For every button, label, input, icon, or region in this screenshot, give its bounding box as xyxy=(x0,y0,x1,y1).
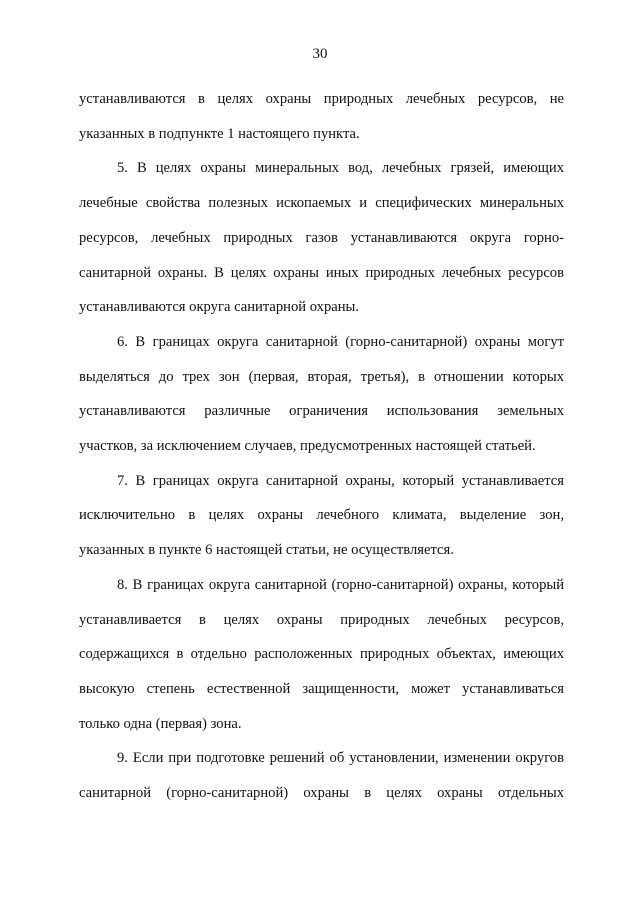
page-number: 30 xyxy=(312,46,328,62)
paragraph-5: 5. В целях охраны минеральных вод, лечебных грязей, имеющих лечебные свойства полезных ископаемых и специфических минеральных ресурсов, лечебных природных газов устанавливаются округа горно-санитарной охраны. В целях охраны иных природных лечебных ресурсов устанавливаются округа санитарной охраны. xyxy=(79,160,564,316)
paragraph-9: 9. Если при подготовке решений об установлении, изменении округов санитарной (горно-санитарной) охраны в целях охраны отдельных xyxy=(79,750,564,802)
paragraph-6: 6. В границах округа санитарной (горно-санитарной) охраны могут выделяться до трех зон (первая, вторая, третья), в отношении которых устанавливаются различные ограничения использования земельных участков, за исключением случаев, предусмотренных настоящей статьей. xyxy=(79,333,564,455)
paragraph-8: 8. В границах округа санитарной (горно-санитарной) охраны, который устанавливается в целях охраны природных лечебных ресурсов, содержащихся в отдельно расположенных природных объектах, имеющих высокую степень естественной защищенности, может устанавливаться только одна (первая) зона. xyxy=(79,576,564,732)
document-body xyxy=(79,82,564,811)
paragraph-7: 7. В границах округа санитарной охраны, который устанавливается исключительно в целях охраны лечебного климата, выделение зон, указанных в пункте 6 настоящей статьи, не осуществляется. xyxy=(79,472,564,559)
paragraph-continuation: устанавливаются в целях охраны природных лечебных ресурсов, не указанных в подпункте 1 настоящего пункта. xyxy=(79,91,564,142)
